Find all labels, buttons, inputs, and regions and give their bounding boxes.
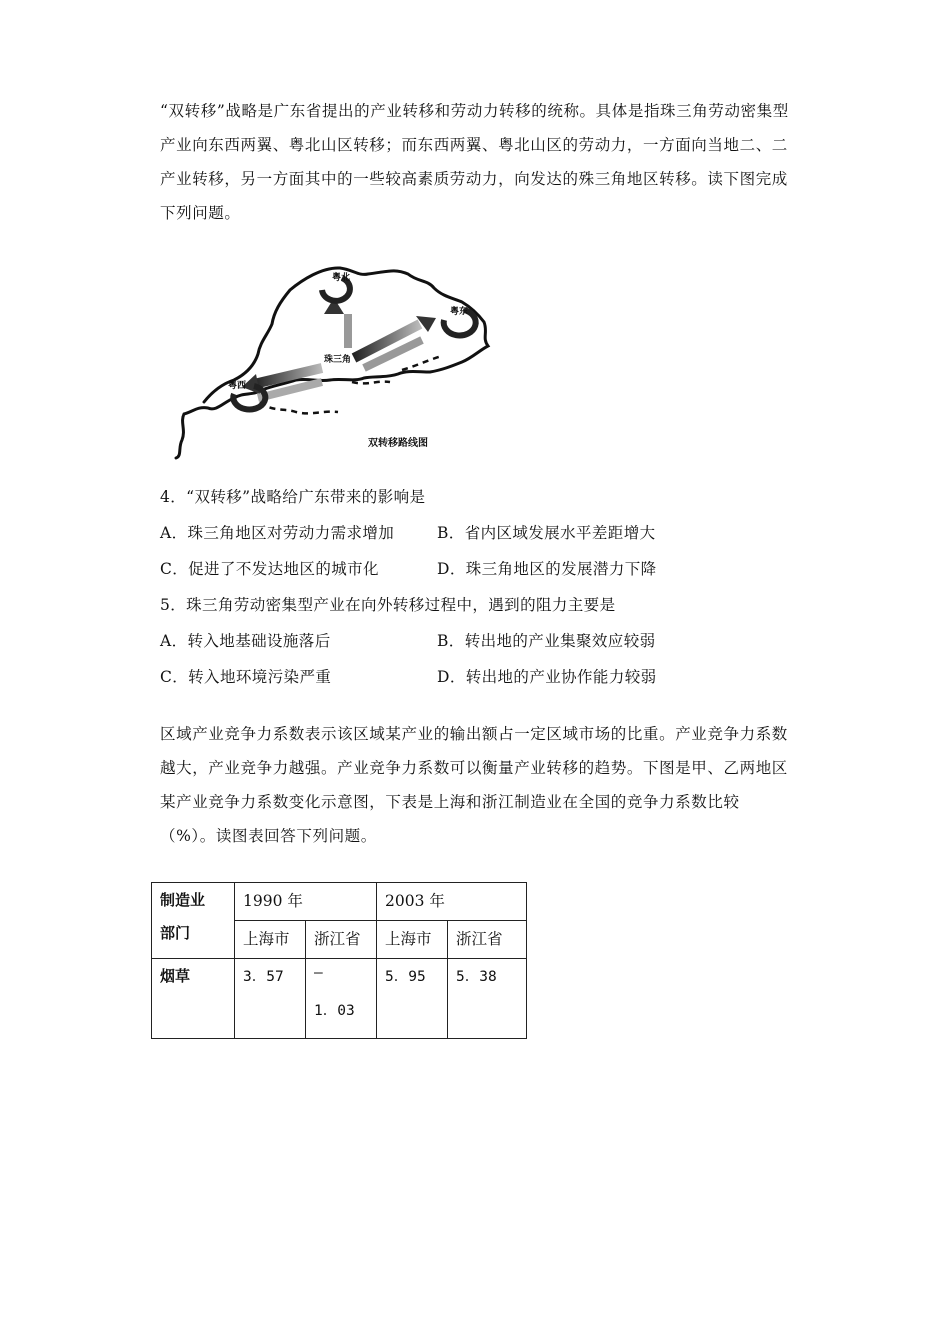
cell-1990-zj-line1: —: [314, 965, 323, 981]
q5-option-a: A．转入地基础设施落后: [160, 632, 331, 650]
col-zj-2003: 浙江省: [448, 921, 527, 959]
col-sh-1990: 上海市: [235, 921, 306, 959]
year-1990-header: 1990 年: [235, 883, 377, 921]
q4-stem: 4．“双转移”战略给广东带来的影响是: [160, 488, 426, 506]
intro-paragraph: “双转移”战略是广东省提出的产业转移和劳动力转移的统称。具体是指珠三角劳动密集型产业向东西两翼、粤北山区转移；而东西两翼、粤北山区的劳动力，一方面向当地二、二产业转移，另一方面其中的一些较高素质劳动力，向发达的殊三角地区转移。读下图完成下列问题。: [160, 102, 789, 222]
label-north: 粤北: [332, 273, 351, 283]
q4-option-a: A．珠三角地区对劳动力需求增加: [160, 524, 395, 542]
cell-1990-zj: [306, 959, 377, 1039]
label-west: 粤西: [228, 381, 247, 391]
label-center: 珠三角: [324, 355, 352, 365]
q5-stem: 5．珠三角劳动密集型产业在向外转移过程中，遇到的阻力主要是: [160, 596, 616, 614]
cell-2003-zj: 5．38: [448, 959, 527, 1039]
label-east: 粤东: [450, 307, 469, 317]
col-zj-1990: 浙江省: [306, 921, 377, 959]
col-sh-2003: 上海市: [377, 921, 448, 959]
cell-1990-zj-line2: 1．03: [314, 1003, 355, 1019]
q4-option-b: B．省内区域发展水平差距增大: [437, 524, 656, 542]
q5-option-c: C．转入地环境污染严重: [160, 668, 332, 686]
q5-option-d: D．转出地的产业协作能力较弱: [437, 668, 657, 686]
cell-2003-sh: 5．95: [377, 959, 448, 1039]
dept-header-1: 制造业: [160, 891, 206, 909]
intro2-paragraph: 区域产业竞争力系数表示该区域某产业的输出额占一定区域市场的比重。产业竞争力系数越大，产业竞争力越强。产业竞争力系数可以衡量产业转移的趋势。下图是甲、乙两地区某产业竞争力系数变化示意图，下表是上海和浙江制造业在全国的竞争力系数比较（%）。读图表回答下列问题。: [160, 725, 788, 845]
dept-header-2: 部门: [160, 924, 191, 942]
q4-option-d: D．珠三角地区的发展潜力下降: [437, 560, 657, 578]
q5-option-b: B．转出地的产业集聚效应较弱: [437, 632, 656, 650]
dual-transfer-map: [172, 262, 498, 462]
competitiveness-table: [151, 882, 527, 1039]
map-caption: 双转移路线图: [368, 438, 428, 449]
year-2003-header: 2003 年: [377, 883, 527, 921]
cell-1990-sh: 3．57: [235, 959, 306, 1039]
dept-header-cell: [152, 883, 235, 959]
transfer-arrows: [242, 298, 436, 398]
q4-option-c: C．促进了不发达地区的城市化: [160, 560, 379, 578]
row-label-tobacco: 烟草: [152, 959, 235, 1039]
